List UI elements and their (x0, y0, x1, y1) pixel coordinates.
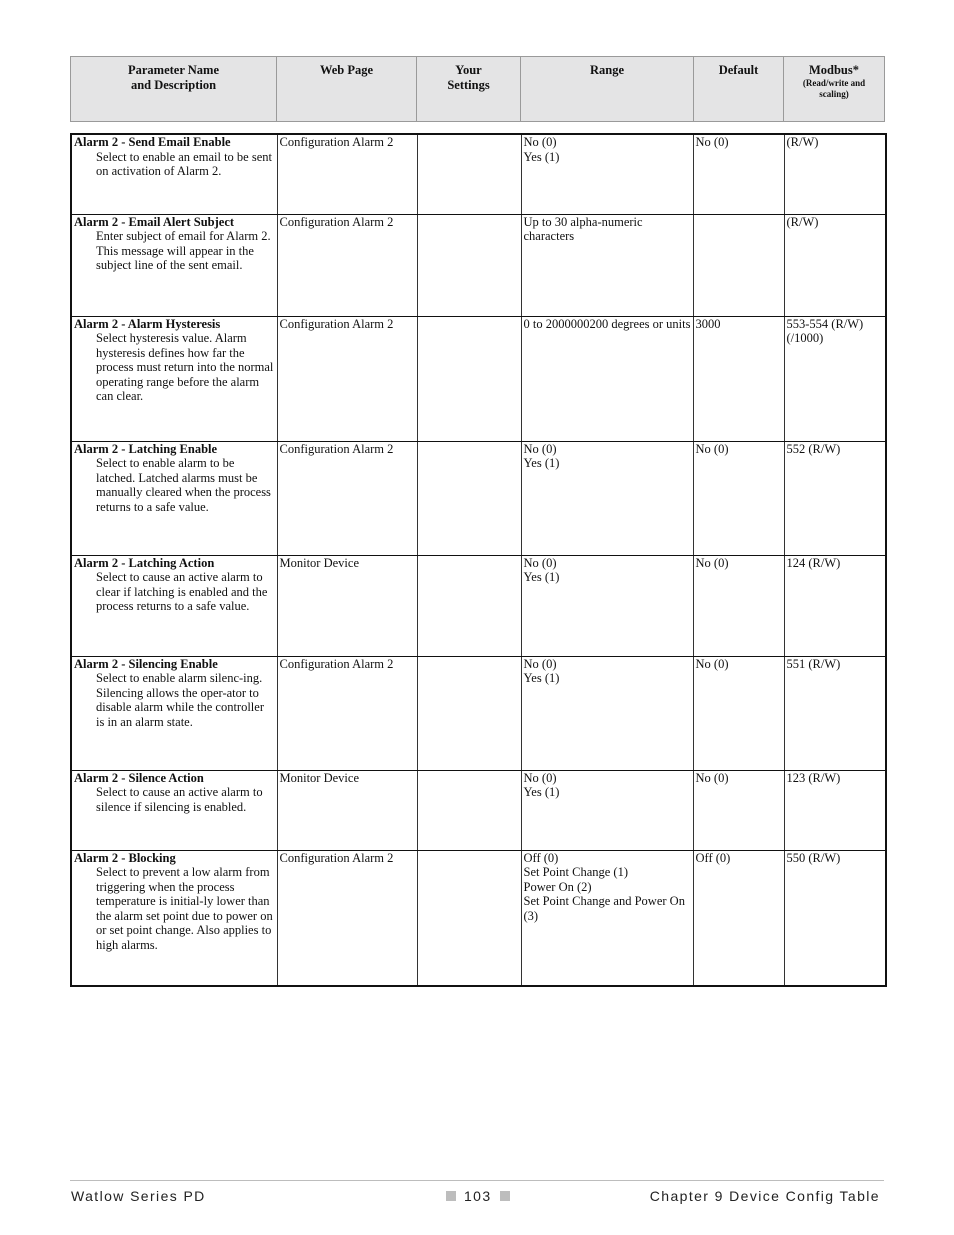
parameter-description: Select to enable an email to be sent on activation of Alarm 2. (96, 149, 272, 178)
default-cell: Off (0) (693, 850, 784, 986)
parameter-cell (71, 770, 277, 850)
modbus-cell: 553-554 (R/W) (/1000) (784, 316, 886, 441)
column-header-table (70, 56, 885, 122)
header-modbus-note: (Read/write and scaling) (802, 78, 866, 99)
your-settings-cell (417, 214, 521, 316)
modbus-cell: 124 (R/W) (784, 555, 886, 656)
parameter-cell (71, 441, 277, 555)
range-cell: No (0) Yes (1) (521, 555, 693, 656)
parameter-cell (71, 214, 277, 316)
parameter-name: Alarm 2 - Blocking (74, 850, 176, 865)
parameter-description: Select to prevent a low alarm from triggering when the process temperature is initial-ly lower than the alarm set point due to power on or set point change. Also applies to high alarms. (96, 865, 273, 952)
default-cell (693, 214, 784, 316)
web-page-cell: Configuration Alarm 2 (277, 850, 417, 986)
parameter-cell (71, 850, 277, 986)
parameter-cell (71, 134, 277, 214)
web-page-cell: Monitor Device (277, 555, 417, 656)
parameter-table-body (71, 134, 886, 986)
parameter-name: Alarm 2 - Latching Action (74, 555, 215, 570)
parameter-description: Select to cause an active alarm to clear if latching is enabled and the process returns to a safe value. (96, 570, 268, 613)
table-row (71, 134, 886, 214)
footer-rule (70, 1180, 884, 1181)
parameter-cell (71, 656, 277, 770)
default-cell: No (0) (693, 770, 784, 850)
header-settings-line1: Your (455, 63, 482, 77)
header-modbus (784, 57, 885, 122)
parameter-name: Alarm 2 - Silence Action (74, 770, 204, 785)
range-cell: Up to 30 alpha-numeric characters (521, 214, 693, 316)
header-default: Default (694, 57, 784, 122)
modbus-cell: 551 (R/W) (784, 656, 886, 770)
web-page-cell: Configuration Alarm 2 (277, 134, 417, 214)
header-parameter-line2: and Description (130, 78, 217, 92)
web-page-cell: Configuration Alarm 2 (277, 656, 417, 770)
modbus-cell: 123 (R/W) (784, 770, 886, 850)
your-settings-cell (417, 770, 521, 850)
header-parameter-line1: Parameter Name (127, 63, 220, 77)
footer-chapter-title: Chapter 9 Device Config Table (649, 1188, 880, 1204)
square-bullet-icon (500, 1191, 510, 1201)
range-cell: No (0) Yes (1) (521, 441, 693, 555)
parameter-name: Alarm 2 - Send Email Enable (74, 135, 231, 149)
modbus-cell: 550 (R/W) (784, 850, 886, 986)
web-page-cell: Monitor Device (277, 770, 417, 850)
your-settings-cell (417, 134, 521, 214)
default-cell: No (0) (693, 134, 784, 214)
your-settings-cell (417, 656, 521, 770)
parameter-name: Alarm 2 - Silencing Enable (74, 656, 218, 671)
square-bullet-icon (446, 1191, 456, 1201)
parameter-name: Alarm 2 - Alarm Hysteresis (74, 316, 221, 331)
range-cell: Off (0) Set Point Change (1) Power On (2) Set Point Change and Power On (3) (521, 850, 693, 986)
header-parameter (71, 57, 277, 122)
parameter-name: Alarm 2 - Latching Enable (74, 441, 218, 456)
header-your-settings (417, 57, 521, 122)
column-header-row (71, 57, 885, 122)
your-settings-cell (417, 441, 521, 555)
web-page-cell: Configuration Alarm 2 (277, 316, 417, 441)
footer-page-indicator (446, 1188, 510, 1204)
web-page-cell: Configuration Alarm 2 (277, 214, 417, 316)
your-settings-cell (417, 555, 521, 656)
parameter-description: Select to enable alarm silenc-ing. Silencing allows the oper-ator to disable alarm while the controller is in an alarm state. (96, 671, 264, 729)
range-cell: No (0) Yes (1) (521, 656, 693, 770)
footer-product-name: Watlow Series PD (71, 1188, 206, 1204)
table-row (71, 656, 886, 770)
parameter-description: Select to enable alarm to be latched. Latched alarms must be manually cleared when the process returns to a safe value. (96, 456, 271, 514)
range-cell: 0 to 2000000200 degrees or units (521, 316, 693, 441)
table-row (71, 316, 886, 441)
parameter-description: Select to cause an active alarm to silence if silencing is enabled. (96, 785, 263, 814)
parameter-cell (71, 555, 277, 656)
your-settings-cell (417, 850, 521, 986)
parameter-table (70, 133, 887, 987)
table-row (71, 441, 886, 555)
modbus-cell: 552 (R/W) (784, 441, 886, 555)
modbus-cell: (R/W) (784, 134, 886, 214)
parameter-cell (71, 316, 277, 441)
header-settings-line2: Settings (447, 78, 490, 92)
default-cell: No (0) (693, 555, 784, 656)
range-cell: No (0) Yes (1) (521, 134, 693, 214)
default-cell: No (0) (693, 441, 784, 555)
web-page-cell: Configuration Alarm 2 (277, 441, 417, 555)
parameter-description: Enter subject of email for Alarm 2. This message will appear in the subject line of the sent email. (96, 229, 271, 272)
page-footer (70, 1188, 880, 1208)
header-range: Range (521, 57, 694, 122)
table-row (71, 214, 886, 316)
default-cell: 3000 (693, 316, 784, 441)
header-web-page: Web Page (277, 57, 417, 122)
default-cell: No (0) (693, 656, 784, 770)
page-number: 103 (464, 1188, 492, 1204)
range-cell: No (0) Yes (1) (521, 770, 693, 850)
table-row (71, 555, 886, 656)
modbus-cell: (R/W) (784, 214, 886, 316)
table-row (71, 770, 886, 850)
table-row (71, 850, 886, 986)
parameter-name: Alarm 2 - Email Alert Subject (74, 214, 235, 229)
your-settings-cell (417, 316, 521, 441)
parameter-description: Select hysteresis value. Alarm hysteresis defines how far the process must return into the normal operating range before the alarm can clear. (96, 331, 274, 403)
header-modbus-label: Modbus* (808, 63, 860, 77)
